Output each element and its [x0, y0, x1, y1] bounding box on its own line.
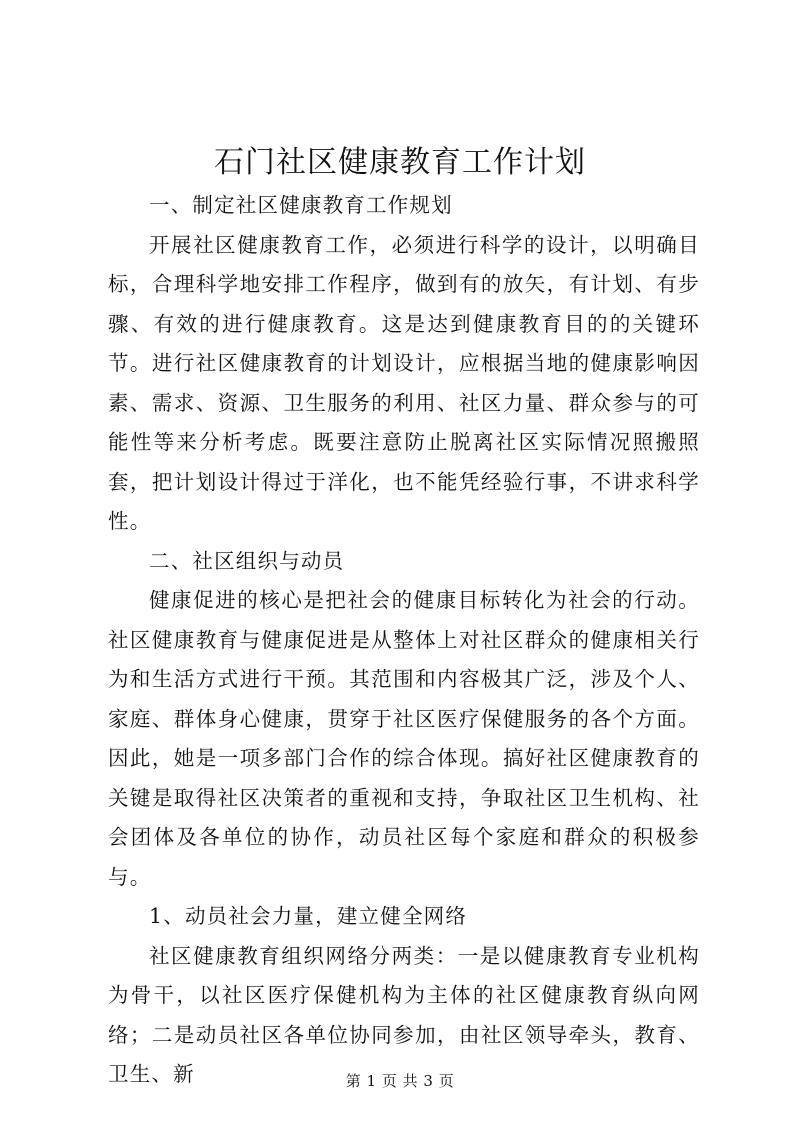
paragraph-3: 社区健康教育组织网络分两类：一是以健康教育专业机构为骨干，以社区医疗保健机构为主体的社区健康教育纵向网络；二是动员社区各单位协同参加，由社区领导牵头，教育、卫生、新	[108, 943, 700, 1086]
document-body	[108, 186, 700, 1095]
subsection-heading-1: 1、动员社会力量，建立健全网络	[149, 904, 468, 928]
paragraph-2: 健康促进的核心是把社会的健康目标转化为社会的行动。社区健康教育与健康促进是从整体上对社区群众的健康相关行为和生活方式进行干预。其范围和内容极其广泛，涉及个人、家庭、群体身心健康，贯穿于社区医疗保健服务的各个方面。因此，她是一项多部门合作的综合体现。搞好社区健康教育的关键是取得社区决策者的重视和支持，争取社区卫生机构、社会团体及各单位的协作，动员社区每个家庭和群众的积极参与。	[108, 588, 700, 889]
page-footer: 第 1 页 共 3 页	[345, 1072, 455, 1090]
paragraph-1: 开展社区健康教育工作，必须进行科学的设计，以明确目标，合理科学地安排工作程序，做到有的放矢，有计划、有步骤、有效的进行健康教育。这是达到健康教育目的的关键环节。进行社区健康教育的计划设计，应根据当地的健康影响因素、需求、资源、卫生服务的利用、社区力量、群众参与的可能性等来分析考虑。既要注意防止脱离社区实际情况照搬照套，把计划设计得过于洋化，也不能凭经验行事，不讲求科学性。	[108, 232, 700, 533]
section-heading-1: 一、制定社区健康教育工作规划	[149, 193, 453, 217]
section-heading-2: 二、社区组织与动员	[149, 548, 345, 573]
document-title: 石门社区健康教育工作计划	[214, 145, 586, 180]
